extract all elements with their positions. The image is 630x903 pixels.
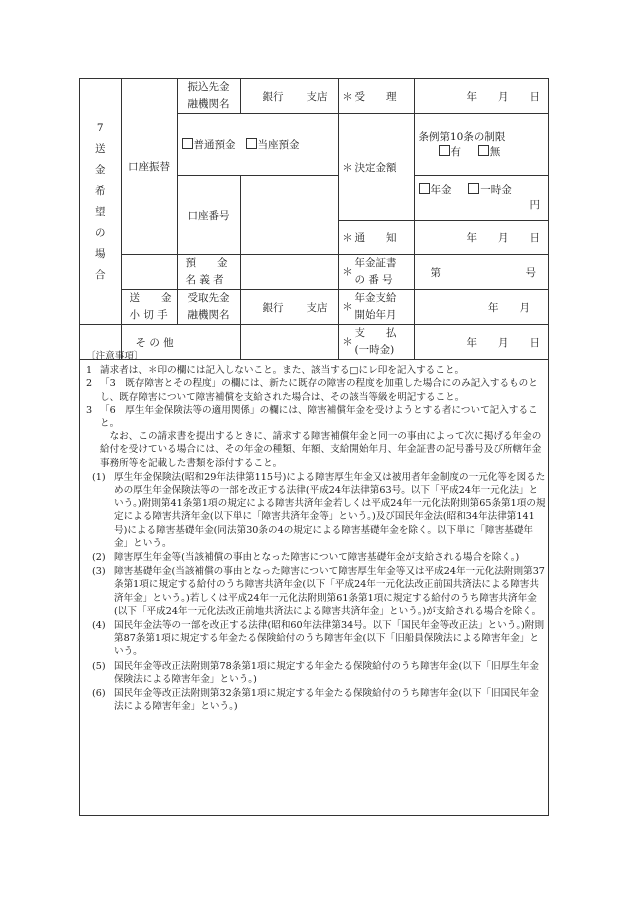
other-label: そ の 他 (121, 325, 240, 360)
remittance-label: 送 金 小 切 手 (121, 290, 177, 325)
note-item: 2 「3 既存障害とその程度」の欄には、新たに既存の障害の程度を加重した場合にのみ記入するものとし、既存障害について障害補償を支給された場合は、その該当等級を明記すること。 (86, 378, 538, 403)
notes-section (86, 350, 546, 713)
remittance-table (80, 79, 548, 360)
account-type-row: 普通預金 当座預金 (177, 114, 338, 176)
star-mark: ＊ (342, 300, 353, 313)
payment-date-field[interactable]: 年 月 日 (414, 325, 548, 360)
amount-type-cell: 年金 一時金 円 (414, 176, 548, 221)
note-item: 1 請求者は、＊印の欄には記入しないこと。また、該当する□にレ印を記入すること。 (86, 365, 465, 377)
received-label: ＊ 受 理 (338, 79, 414, 114)
account-number-field[interactable] (240, 176, 338, 255)
pension-cert-label: ＊ 年金証書 の 番 号 (338, 255, 414, 290)
receiving-bank-label: 受取先金 融機関名 (177, 290, 240, 325)
note-sub-item: (1) 厚生年金保険法(昭和29年法律第115号)による障害厚生年金又は被用者年金制度の一元化等を図るための厚生年金保険法等の一部を改正する法律(平成24年法律第63号。以下「平成24年一元化法」という。)附則第41条第1項の規定による障害共済年金若しくは平成24年一元化法附則第65条第1項の規定による障害共済年金(以下単に「障害共済年金等」という。)及び国民年金法(昭和34年法律第141号)による障害基礎年金(同法第30条の4の規定による障害基礎年金を除く。以下単に「障害基礎年金」という。 (92, 471, 546, 549)
checkbox-limit-yes[interactable] (439, 145, 450, 156)
bank-suffix: 銀行 (262, 90, 284, 103)
payment-label: ＊ 支 払 (一時金) (338, 325, 414, 360)
yen-label: 円 (529, 199, 540, 211)
section-title-char: 望 (95, 205, 106, 218)
star-mark: ＊ (342, 335, 353, 348)
notes-heading: 〔注意事項〕 (86, 351, 144, 362)
section-title-char: 場 (95, 247, 106, 260)
note-sub-item: (2) 障害厚生年金等(当該補償の事由となった障害について障害基礎年金が支給される場合を除く。) (92, 552, 520, 564)
section-number: 7 (96, 121, 104, 134)
bank-transfer-label: 口座振替 (121, 79, 177, 255)
note-item: 3 「6 厚生年金保険法等の適用関係」の欄には、障害補償年金を受けようとする者について記入すること。 (86, 404, 538, 430)
form-page (79, 78, 549, 816)
notice-label: ＊ 通 知 (338, 221, 414, 255)
checkbox-lump-sum[interactable] (468, 183, 479, 194)
checkbox-annuity[interactable] (419, 183, 430, 194)
decision-amount-label: ＊ 決定金額 (338, 114, 414, 221)
branch-suffix: 支店 (306, 90, 328, 103)
note-sub-item: (6) 国民年金等改正法附則第32条第1項に規定する年金たる保険給付のうち障害年金(以下「旧国民年金法による障害年金」という。) (92, 688, 539, 713)
pension-start-field[interactable]: 年 月 (414, 290, 548, 325)
account-holder-field[interactable] (240, 255, 338, 290)
account-holder-label: 預 金 名 義 者 (177, 255, 240, 290)
receiving-bank-field[interactable]: 銀行 支店 (240, 290, 338, 325)
note-paragraph: なお、この請求書を提出するときに、請求する障害補償年金と同一の事由によって次に掲げる年金の給付を受けている場合には、その年金の種類、年額、支給開始年月、年金証書の記号番号及び所轄年金事務所等を記載した書類を添付すること。 (100, 431, 542, 469)
star-mark: ＊ (342, 90, 353, 103)
note-sub-item: (4) 国民年金法等の一部を改正する法律(昭和60年法律第34号。以下「国民年金等改正法」という。)附則第87条第1項に規定する年金たる保険給付のうち障害年金(以下「旧船員保険法による障害年金」という。 (92, 620, 545, 658)
section-title-char: 送 (95, 142, 106, 155)
ordinance-limit-label: 条例第10条の制限 (418, 130, 506, 143)
section-7-header (80, 79, 121, 325)
payee-bank-field[interactable] (240, 79, 338, 114)
pension-start-label: ＊ 年金支給 開始年月 (338, 290, 414, 325)
received-date-field[interactable]: 年 月 日 (414, 79, 548, 114)
pension-cert-field[interactable]: 第 号 (414, 255, 548, 290)
payee-bank-label: 振込先金 融機関名 (177, 79, 240, 114)
section-title-char: 金 (95, 163, 106, 176)
star-mark: ＊ (342, 265, 353, 278)
star-mark: ＊ (342, 232, 353, 244)
star-mark: ＊ (342, 161, 353, 174)
section-title-char: 希 (95, 184, 106, 197)
notice-date-field[interactable]: 年 月 日 (414, 221, 548, 255)
note-sub-item: (3) 障害基礎年金(当該補償の事由となった障害について障害厚生年金等又は平成24年一元化法附則第37条第1項に規定する給付のうち障害共済年金(以下「平成24年一元化法改正前国共済法による障害共済年金」という。)若しくは平成24年一元化法附則第61条第1項に規定する給付のうち障害共済年金(以下「平成24年一元化法改正前地共済法による障害共済年金」という。)が支給される場合を除く。 (92, 566, 545, 617)
ordinance-limit-cell: 条例第10条の制限 有 無 (414, 114, 548, 176)
checkbox-current[interactable] (246, 138, 257, 149)
account-number-label: 口座番号 (177, 176, 240, 255)
section-title-char: 合 (95, 268, 106, 281)
note-sub-item: (5) 国民年金等改正法附則第78条第1項に規定する年金たる保険給付のうち障害年金(以下「旧厚生年金保険法による障害年金」という。) (92, 660, 539, 685)
section-title-char: の (95, 226, 106, 239)
checkbox-ordinary[interactable] (182, 138, 193, 149)
checkbox-limit-no[interactable] (478, 145, 489, 156)
